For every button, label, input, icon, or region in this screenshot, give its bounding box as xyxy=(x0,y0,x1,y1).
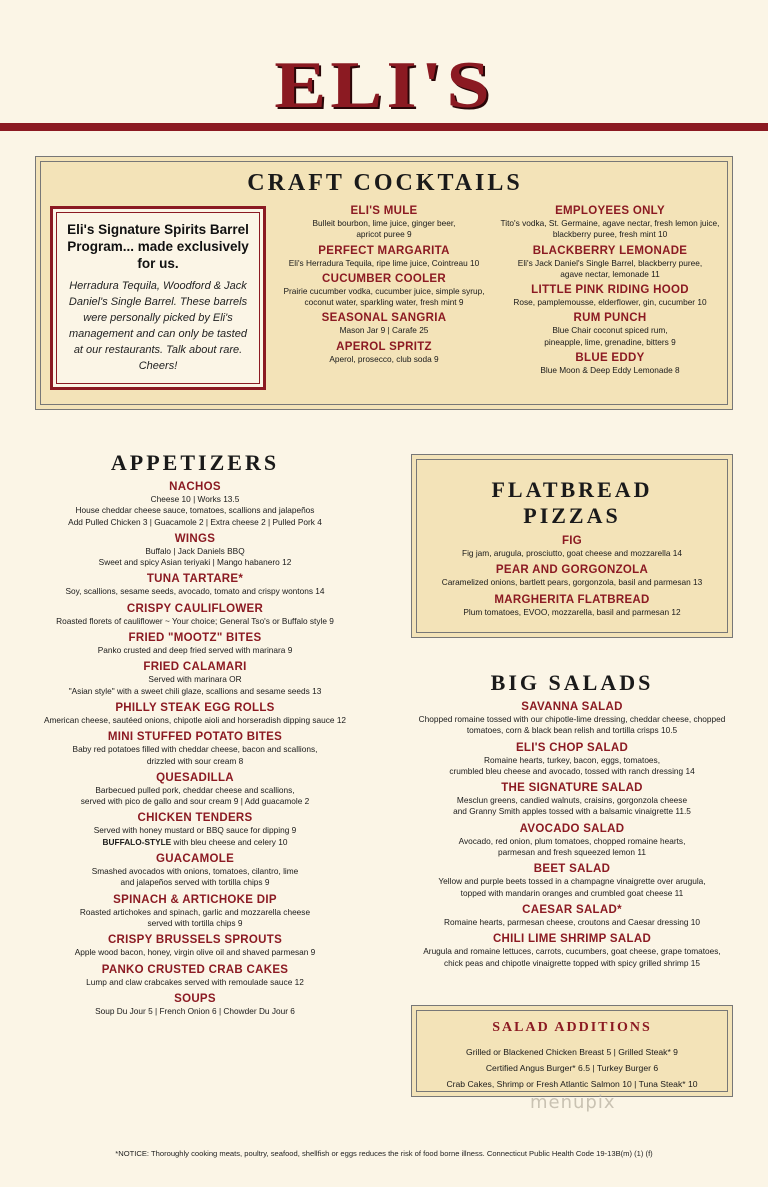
menu-item-description: Fig jam, arugula, prosciutto, goat cheese and mozzarella 14 xyxy=(462,548,682,558)
menu-item xyxy=(496,283,724,308)
addition-line: Crab Cakes, Shrimp or Fresh Atlantic Salmon 10 | Tuna Steak* 10 xyxy=(446,1079,698,1089)
menu-item-name: BLUE EDDY xyxy=(575,352,645,365)
menu-item xyxy=(30,811,360,848)
menu-item-description: Plum tomatoes, EVOO, mozzarella, basil and parmesan 12 xyxy=(463,606,681,617)
menu-item xyxy=(414,781,730,818)
menu-item-description: coconut water, sparkling water, fresh mint 9 xyxy=(304,297,464,308)
menu-item-description: Smashed avocados with onions, tomatoes, cilantro, lime xyxy=(91,866,299,877)
salads-list xyxy=(414,700,730,969)
menu-item xyxy=(414,903,730,928)
menu-item xyxy=(30,771,360,808)
menu-item xyxy=(414,741,730,778)
menu-item-name: QUESADILLA xyxy=(156,771,234,784)
menu-item-name: CAESAR SALAD* xyxy=(522,903,622,916)
menu-item xyxy=(30,730,360,767)
menu-item-description: Romaine hearts, parmesan cheese, croutons and Caesar dressing 10 xyxy=(444,916,700,927)
menu-item xyxy=(30,602,360,627)
menu-item-description: Served with honey mustard or BBQ sauce for dipping 9 xyxy=(93,825,297,836)
flatbread-title xyxy=(411,477,733,529)
menu-item xyxy=(30,631,360,656)
menu-item-description: Blue Chair coconut spiced rum, xyxy=(552,325,668,336)
menu-item-name: CRISPY BRUSSELS SPROUTS xyxy=(107,934,283,947)
header-divider xyxy=(0,123,768,131)
menu-item-name: CUCUMBER COOLER xyxy=(322,272,446,285)
menu-item-description: served with pico de gallo and sour cream 9 | Add guacamole 2 xyxy=(80,796,310,807)
menu-item-description: Romaine hearts, turkey, bacon, eggs, tomatoes, xyxy=(483,754,661,765)
menu-item-description: Roasted florets of cauliflower ~ Your choice; General Tso's or Buffalo style 9 xyxy=(56,615,334,626)
menu-item-description: crumbled bleu cheese and avocado, tossed with ranch dressing 14 xyxy=(449,765,695,776)
addition-line: Grilled or Blackened Chicken Breast 5 | Grilled Steak* 9 xyxy=(466,1047,678,1057)
menu-item-description: Apple wood bacon, honey, virgin olive oil and shaved parmesan 9 xyxy=(74,947,316,958)
menu-item-name: CHILI LIME SHRIMP SALAD xyxy=(492,933,652,946)
menu-item-name: WINGS xyxy=(174,532,216,545)
menu-item-description: and Granny Smith apples tossed with a balsamic vinaigrette 11.5 xyxy=(453,806,691,817)
menu-item-description: topped with mandarin oranges and crumbled goat cheese 11 xyxy=(460,887,684,898)
menu-item xyxy=(30,572,360,597)
menu-item-description: Eli's Herradura Tequila, ripe lime juice, Cointreau 10 xyxy=(288,257,480,268)
menu-item xyxy=(278,311,490,336)
menu-item-description: pineapple, lime, grenadine, bitters 9 xyxy=(544,336,676,347)
menu-item-description: tomatoes, corn & black bean relish and tortilla crisps 10.5 xyxy=(466,725,678,736)
menu-item-description: Cheese 10 | Works 13.5 xyxy=(150,494,240,504)
menu-item xyxy=(496,351,724,376)
menu-item-description: chick peas and chipotle vinaigrette topped with spicy grilled shrimp 15 xyxy=(444,957,700,968)
menu-item-name: TUNA TARTARE* xyxy=(146,573,244,586)
menu-item xyxy=(420,563,724,588)
menu-item xyxy=(30,893,360,930)
health-notice: *NOTICE: Thoroughly cooking meats, poultry, seafood, shellfish or eggs reduces the risk of food borne illness. Connecticut Public Health Code 19-13B(m) (1) (f) xyxy=(115,1149,653,1158)
menu-item xyxy=(414,700,730,737)
cocktails-column-1 xyxy=(278,204,490,365)
menu-item-description: Caramelized onions, bartlett pears, gorgonzola, basil and parmesan 13 xyxy=(441,577,703,588)
appetizers-list xyxy=(30,480,360,1017)
menu-item-description: Aperol, prosecco, club soda 9 xyxy=(329,353,439,364)
menu-item-name: ELI'S MULE xyxy=(350,205,418,217)
menu-item-name: PHILLY STEAK EGG ROLLS xyxy=(115,701,275,714)
watermark: menupix xyxy=(530,1092,616,1113)
menu-item xyxy=(278,272,490,309)
menu-item-description: Roasted artichokes and spinach, garlic and mozzarella cheese xyxy=(79,906,311,917)
menu-item-name: SEASONAL SANGRIA xyxy=(321,312,447,325)
menu-item-description: Sweet and spicy Asian teriyaki | Mango habanero 12 xyxy=(98,557,292,568)
menu-item xyxy=(30,963,360,988)
menu-item-name: FRIED CALAMARI xyxy=(143,661,247,674)
menu-item-name: NACHOS xyxy=(169,481,221,493)
menu-item xyxy=(30,992,360,1017)
menu-item-description: Blue Moon & Deep Eddy Lemonade 8 xyxy=(540,365,680,376)
salad-additions-title: SALAD ADDITIONS xyxy=(492,1020,652,1035)
menu-item-name: PERFECT MARGARITA xyxy=(318,244,450,257)
menu-item-description: and jalapeños served with tortilla chips 9 xyxy=(120,877,270,888)
menu-item-description: American cheese, sautéed onions, chipotle aioli and horseradish dipping sauce 12 xyxy=(43,714,347,725)
menu-item xyxy=(414,862,730,899)
menu-item-name: CHICKEN TENDERS xyxy=(137,812,253,825)
menu-item-description: Bulleit bourbon, lime juice, ginger beer, xyxy=(312,218,456,228)
salads-title: BIG SALADS xyxy=(490,670,654,695)
menu-item-description: Buffalo | Jack Daniels BBQ xyxy=(145,545,245,556)
menu-item-name: AVOCADO SALAD xyxy=(519,822,625,835)
menu-item xyxy=(496,311,724,348)
signature-title: Eli's Signature Spirits Barrel Program... made exclusively for us. xyxy=(67,222,249,271)
menu-item-description: Mesclun greens, candied walnuts, craisins, gorgonzola cheese xyxy=(456,795,688,806)
menu-item-description: Soup Du Jour 5 | French Onion 6 | Chowder Du Jour 6 xyxy=(95,1005,295,1016)
flatbread-title-line1: FLATBREAD xyxy=(491,477,653,502)
menu-item-description: apricot puree 9 xyxy=(356,229,412,240)
flatbread-list xyxy=(420,534,724,618)
menu-item xyxy=(30,933,360,958)
menu-item-description: Tito's vodka, St. Germaine, agave nectar, fresh lemon juice, xyxy=(500,218,720,228)
menu-item xyxy=(30,852,360,889)
menu-item-description: BUFFALO-STYLE with bleu cheese and celery 10 xyxy=(102,836,288,847)
menu-item xyxy=(30,701,360,726)
menu-item-description: "Asian style" with a sweet chili glaze, scallions and sesame seeds 13 xyxy=(68,685,322,696)
menu-item-name: APEROL SPRITZ xyxy=(336,340,432,353)
menu-item-description: Baby red potatoes filled with cheddar cheese, bacon and scallions, xyxy=(72,744,318,755)
menu-item-name: FRIED "MOOTZ" BITES xyxy=(128,632,262,645)
menu-item-name: SAVANNA SALAD xyxy=(521,701,623,713)
addition-line: Certified Angus Burger* 6.5 | Turkey Burger 6 xyxy=(485,1063,659,1073)
menu-item-description: Eli's Jack Daniel's Single Barrel, blackberry puree, xyxy=(517,257,703,268)
menu-item xyxy=(30,532,360,569)
menu-item-name: LITTLE PINK RIDING HOOD xyxy=(531,284,689,297)
appetizers-title: APPETIZERS xyxy=(110,450,280,475)
menu-item xyxy=(414,822,730,859)
menu-item-description: Lump and claw crabcakes served with remoulade sauce 12 xyxy=(86,976,304,987)
menu-item-description: Served with marinara OR xyxy=(148,674,242,685)
menu-item-description: drizzled with sour cream 8 xyxy=(146,755,244,766)
menu-item-description: Panko crusted and deep fried served with marinara 9 xyxy=(97,645,293,656)
menu-item xyxy=(420,593,724,618)
menu-item-name: MINI STUFFED POTATO BITES xyxy=(107,731,283,744)
menu-item-name: GUACAMOLE xyxy=(155,853,235,866)
cocktails-column-2 xyxy=(496,204,724,376)
menu-item xyxy=(420,534,724,559)
menu-item xyxy=(278,340,490,365)
menu-item xyxy=(30,660,360,697)
menu-item-name: THE SIGNATURE SALAD xyxy=(501,782,643,795)
menu-item-description: Rose, pamplemousse, elderflower, gin, cucumber 10 xyxy=(513,297,707,308)
menu-item-description: served with tortilla chips 9 xyxy=(147,917,243,928)
salad-additions-lines xyxy=(411,1044,733,1092)
menu-item-description: Barbecued pulled pork, cheddar cheese and scallions, xyxy=(95,784,295,795)
menu-item-description: Mason Jar 9 | Carafe 25 xyxy=(339,325,429,336)
menu-item xyxy=(496,204,724,241)
menu-item xyxy=(496,244,724,281)
menu-item-name: BLACKBERRY LEMONADE xyxy=(532,244,688,257)
menu-item xyxy=(30,480,360,528)
menu-item xyxy=(414,932,730,969)
cocktails-title: CRAFT COCKTAILS xyxy=(247,170,523,196)
menu-item-name: PANKO CRUSTED CRAB CAKES xyxy=(101,963,289,976)
menu-item-name: RUM PUNCH xyxy=(573,312,647,325)
menu-item-name: MARGHERITA FLATBREAD xyxy=(494,593,650,606)
menu-item-name: PEAR AND GORGONZOLA xyxy=(495,564,649,577)
menu-item-name: FIG xyxy=(561,535,583,547)
signature-text: Herradura Tequila, Woodford & Jack Daniel's Single Barrel. These barrels were personally picked by Eli's management and can only be tasted at our restaurants. Talk about rare. Cheers! xyxy=(68,280,248,372)
menu-item-name: ELI'S CHOP SALAD xyxy=(515,741,629,754)
menu-item xyxy=(278,204,490,241)
signature-spirits-box xyxy=(50,206,266,390)
menu-item-description: agave nectar, lemonade 11 xyxy=(560,268,660,279)
menu-item-name: EMPLOYEES ONLY xyxy=(555,205,665,217)
menu-item-description: Add Pulled Chicken 3 | Guacamole 2 | Extra cheese 2 | Pulled Pork 4 xyxy=(68,516,322,527)
menu-item-name: CRISPY CAULIFLOWER xyxy=(126,602,264,615)
menu-item-name: SOUPS xyxy=(174,992,216,1005)
menu-item-description: blackberry puree, fresh mint 10 xyxy=(552,229,668,240)
menu-item-description: parmesan and fresh squeezed lemon 11 xyxy=(498,847,646,858)
menu-item-description: Prairie cucumber vodka, cucumber juice, simple syrup, xyxy=(283,285,485,296)
menu-item-description: Chopped romaine tossed with our chipotle-lime dressing, cheddar cheese, chopped xyxy=(418,714,726,724)
menu-item-description: Soy, scallions, sesame seeds, avocado, tomato and crispy wontons 14 xyxy=(65,586,325,597)
menu-item-description: House cheddar cheese sauce, tomatoes, scallions and jalapeños xyxy=(75,505,315,516)
menu-item-description: Avocado, red onion, plum tomatoes, chopped romaine hearts, xyxy=(458,835,686,846)
menu-item-description: Arugula and romaine lettuces, carrots, cucumbers, goat cheese, grape tomatoes, xyxy=(423,946,721,957)
flatbread-title-line2: PIZZAS xyxy=(523,503,621,528)
menu-item-description: Yellow and purple beets tossed in a champagne vinaigrette over arugula, xyxy=(438,876,706,887)
menu-item-name: BEET SALAD xyxy=(533,863,611,876)
restaurant-logo: ELI'S xyxy=(274,47,494,122)
menu-item-name: SPINACH & ARTICHOKE DIP xyxy=(113,893,277,906)
menu-item xyxy=(278,244,490,269)
